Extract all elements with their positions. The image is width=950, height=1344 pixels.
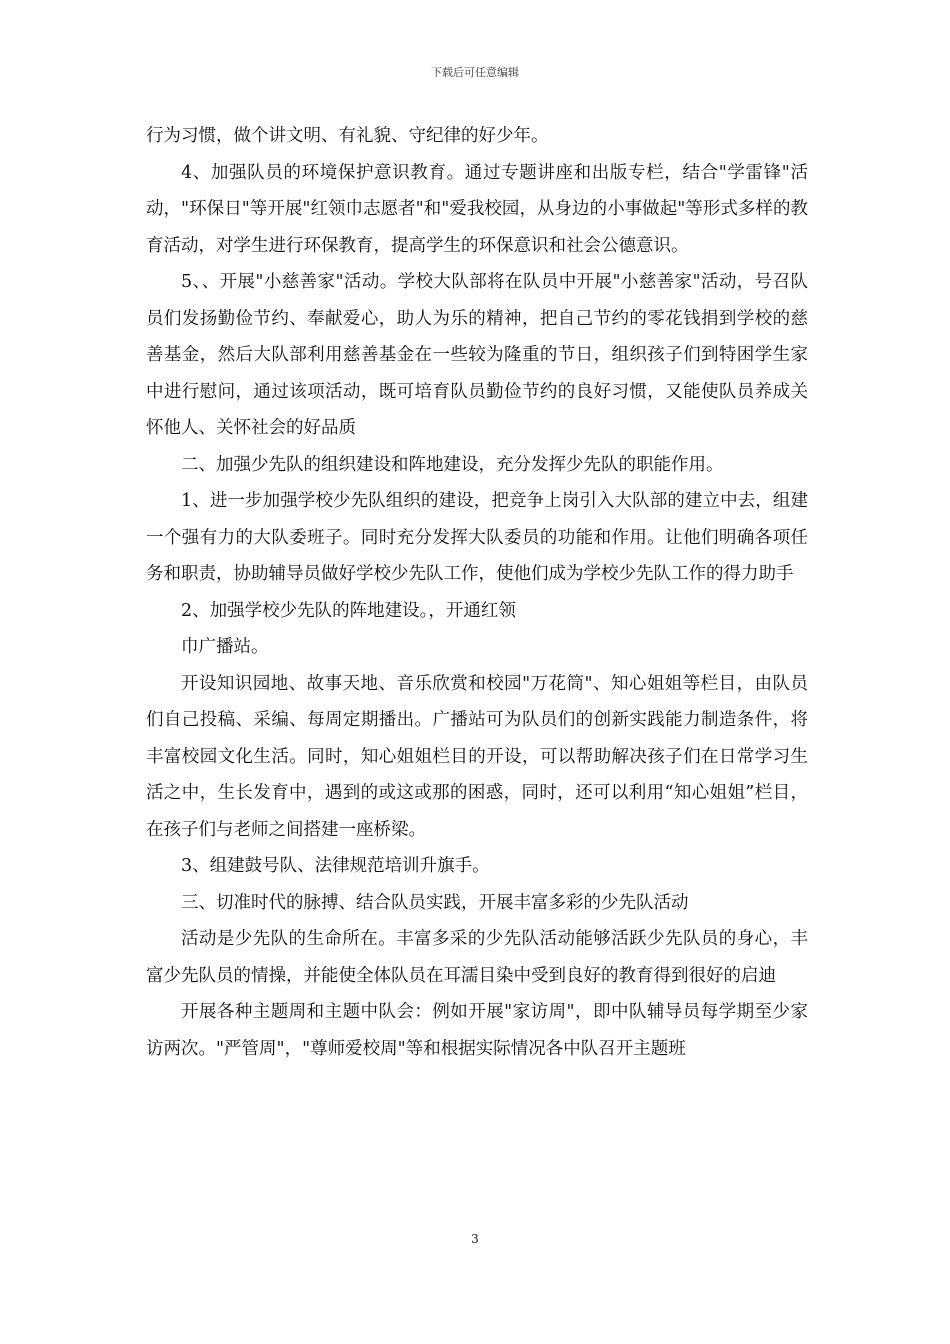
paragraph-item-2-cont: 巾广播站。 — [181, 637, 269, 657]
paragraph-item-4: 4、加强队员的环境保护意识教育。通过专题讲座和出版专栏，结合"学雷锋"活动，"环保日"等开展"红领巾志愿者"和"爱我校园，从身边的小事做起"等形式多样的教育活动，对学生进行环保教育，提高学生的环保意识和社会公德意识。 — [146, 162, 808, 256]
paragraph-item-1: 1、进一步加强学校少先队组织的建设，把竞争上岗引入大队部的建立中去，组建一个强有力的大队委班子。同时充分发挥大队委员的功能和作用。让他们明确各项任务和职责，协助辅导员做好学校少先队工作，使他们成为学校少先队工作的得力助手 — [146, 491, 808, 584]
section-heading-2: 二、加强少先队的组织建设和阵地建设，充分发挥少先队的职能作用。 — [181, 454, 724, 475]
paragraph-continuation: 行为习惯，做个讲文明、有礼貌、守纪律的好少年。 — [146, 126, 549, 146]
paragraph-item-2: 2、加强学校少先队的阵地建设。，开通红领 — [181, 600, 516, 621]
paragraph-theme-weeks: 开展各种主题周和主题中队会：例如开展"家访周"，即中队辅导员每学期至少家访两次。"严管周"，"尊师爱校周"等和根据实际情况各中队召开主题班 — [146, 1002, 808, 1059]
document-body — [146, 118, 808, 1067]
page-header: 下载后可任意编辑 — [431, 66, 519, 79]
paragraph-item-3: 3、组建鼓号队、法律规范培训升旗手。 — [181, 856, 490, 876]
page-number: 3 — [471, 1232, 479, 1246]
paragraph-activities: 活动是少先队的生命所在。丰富多采的少先队活动能够活跃少先队员的身心，丰富少先队员的情操，并能使全体队员在耳濡目染中受到良好的教育得到很好的启迪 — [146, 929, 808, 986]
paragraph-item-5: 5、、开展"小慈善家"活动。学校大队部将在队员中开展"小慈善家"活动，号召队员们发扬勤俭节约、奉献爱心，助人为乐的精神，把自己节约的零花钱捐到学校的慈善基金，然后大队部利用慈善基金在一些较为隆重的节日，组织孩子们到特困学生家中进行慰问，通过该项活动，既可培育队员勤俭节约的良好习惯，又能使队员养成关怀他人、关怀社会的好品质 — [146, 272, 808, 438]
section-heading-3: 三、切准时代的脉搏、结合队员实践，开展丰富多彩的少先队活动 — [181, 892, 689, 913]
paragraph-broadcast: 开设知识园地、故事天地、音乐欣赏和校园"万花筒"、知心姐姐等栏目，由队员们自己投稿、采编、每周定期播出。广播站可为队员们的创新实践能力制造条件，将丰富校园文化生活。同时，知心姐姐栏目的开设，可以帮助解决孩子们在日常学习生活之中，生长发育中，遇到的或这或那的困惑，同时，还可以利用“知心姐姐”栏目，在孩子们与老师之间搭建一座桥梁。 — [146, 673, 808, 840]
